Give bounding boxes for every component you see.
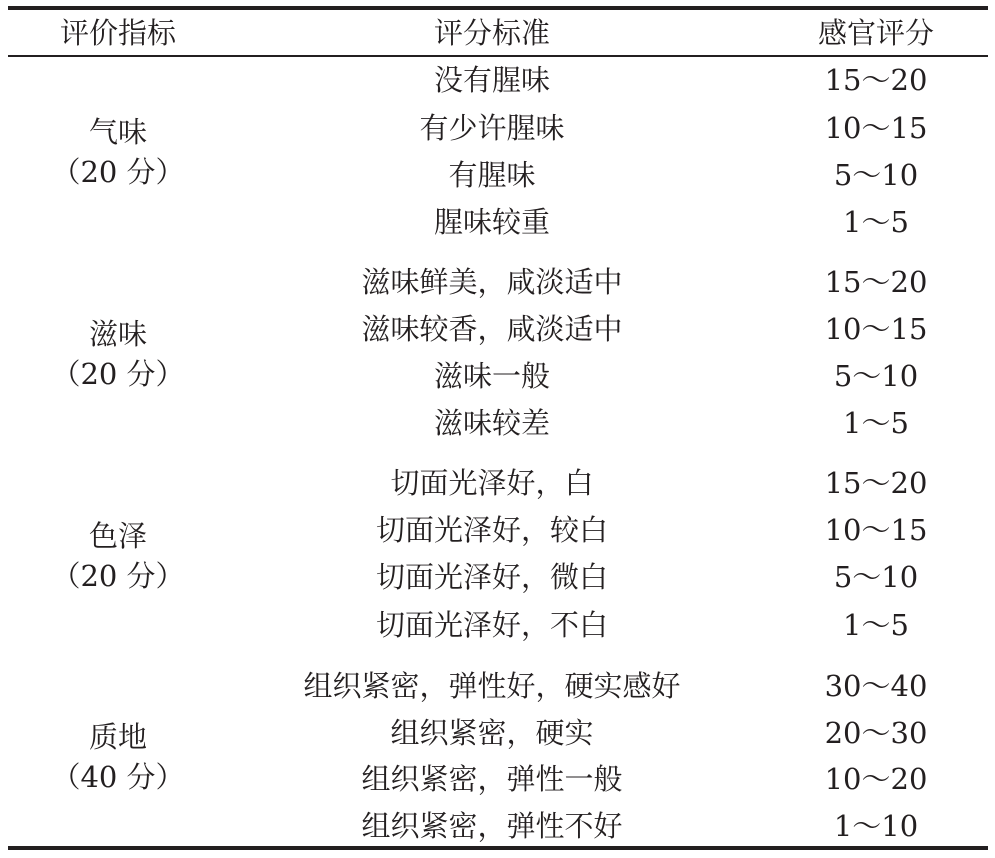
category-cell: [51, 314, 184, 394]
score-cell: 10～15: [824, 513, 928, 547]
category-name: 质地: [88, 720, 147, 754]
category-points: （20 分）: [51, 559, 185, 593]
criterion-cell: 组织紧密，弹性好，硬实感好: [303, 669, 681, 703]
header-indicator: 评价指标: [59, 16, 177, 50]
score-cell: 15～20: [824, 265, 928, 299]
category-name: 色泽: [88, 519, 147, 553]
criterion-cell: 组织紧密，弹性一般: [361, 762, 623, 796]
criterion-cell: 没有腥味: [433, 63, 551, 97]
header-score: 感官评分: [817, 16, 935, 50]
score-cell: 5～10: [833, 158, 919, 192]
criterion-cell: 滋味一般: [433, 359, 551, 393]
score-cell: 1～5: [843, 205, 909, 239]
category-name: 滋味: [88, 317, 147, 351]
score-cell: 10～20: [824, 762, 928, 796]
score-cell: 1～10: [833, 809, 919, 843]
category-cell: [51, 112, 184, 192]
header-criterion: 评分标准: [433, 16, 551, 50]
table-top-rule: [8, 6, 988, 10]
score-cell: 1～5: [843, 406, 909, 440]
table-bottom-rule: [8, 846, 988, 850]
criterion-cell: 组织紧密，硬实: [390, 716, 594, 750]
criterion-cell: 切面光泽好，不白: [375, 608, 609, 642]
criterion-cell: 有腥味: [448, 158, 536, 192]
score-cell: 5～10: [833, 359, 919, 393]
category-points: （40 分）: [51, 760, 185, 794]
score-cell: 15～20: [824, 466, 928, 500]
criterion-cell: 切面光泽好，微白: [375, 560, 609, 594]
category-cell: [51, 717, 184, 797]
category-name: 气味: [88, 115, 147, 149]
criterion-cell: 有少许腥味: [419, 111, 565, 145]
criterion-cell: 组织紧密，弹性不好: [361, 809, 623, 843]
criterion-cell: 滋味鲜美，咸淡适中: [361, 265, 623, 299]
criterion-cell: 滋味较差: [433, 406, 551, 440]
score-cell: 10～15: [824, 312, 928, 346]
criterion-cell: 腥味较重: [433, 205, 551, 239]
category-points: （20 分）: [51, 357, 185, 391]
score-cell: 20～30: [824, 716, 928, 750]
score-cell: 10～15: [824, 111, 928, 145]
table-header-rule: [8, 55, 988, 57]
category-cell: [51, 516, 184, 596]
score-cell: 5～10: [833, 560, 919, 594]
criterion-cell: 滋味较香，咸淡适中: [361, 312, 623, 346]
score-cell: 15～20: [824, 63, 928, 97]
category-points: （20 分）: [51, 155, 185, 189]
criterion-cell: 切面光泽好，较白: [375, 513, 609, 547]
score-cell: 30～40: [824, 669, 928, 703]
criterion-cell: 切面光泽好，白: [390, 466, 594, 500]
score-cell: 1～5: [843, 608, 909, 642]
